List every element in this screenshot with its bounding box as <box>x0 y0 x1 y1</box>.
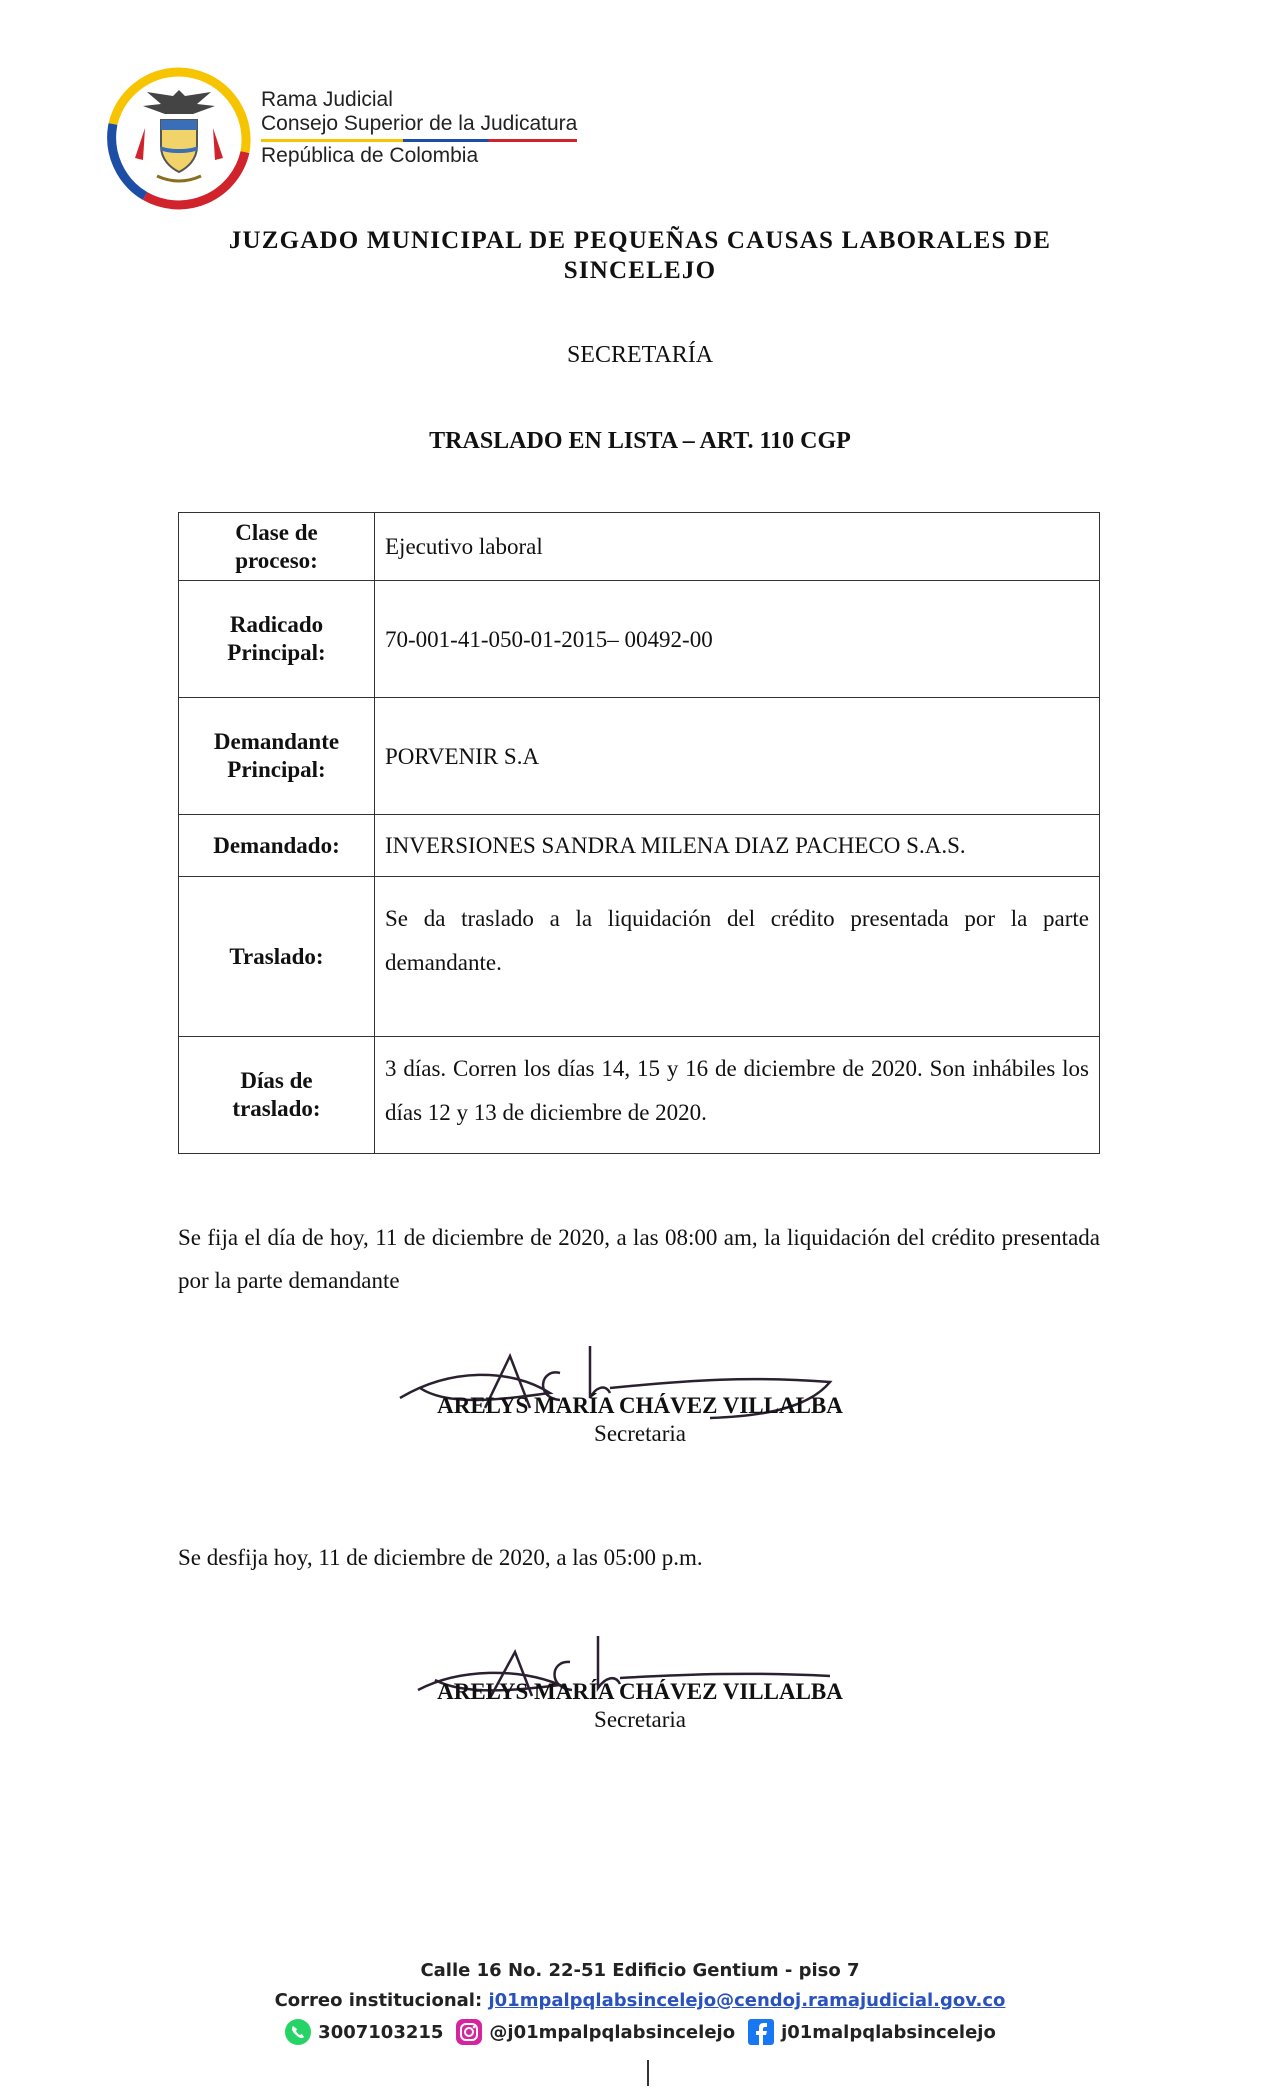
email-label: Correo institucional: <box>274 1990 483 2011</box>
table-row-radicado <box>179 581 1100 698</box>
instagram-handle: @j01mpalpqlabsincelejo <box>489 2021 736 2043</box>
label-line: traslado: <box>232 1096 321 1121</box>
social-row <box>200 2018 1080 2046</box>
brand-line-consejo: Consejo Superior de la Judicatura <box>261 112 578 135</box>
rama-judicial-seal-logo <box>105 66 253 214</box>
signer-name: ARELYS MARÍA CHÁVEZ VILLALBA <box>437 1393 843 1418</box>
label-line: Clase de <box>235 519 318 545</box>
case-info-table <box>178 512 1100 1154</box>
desfijacion-paragraph: Se desfija hoy, 11 de diciembre de 2020, a las 05:00 p.m. <box>178 1545 703 1570</box>
facebook-icon <box>747 2018 775 2046</box>
footer-email-row <box>200 1986 1080 2016</box>
row-value: INVERSIONES SANDRA MILENA DIAZ PACHECO S.A.S. <box>375 815 1100 877</box>
table-row-demandante <box>179 698 1100 815</box>
row-label <box>179 581 375 698</box>
instagram-contact[interactable] <box>455 2018 735 2046</box>
signature-block-1 <box>200 1392 1080 1448</box>
court-name-line2: SINCELEJO <box>563 257 717 284</box>
row-value: Ejecutivo laboral <box>375 513 1100 581</box>
table-row-clase <box>179 513 1100 581</box>
flag-rule <box>261 139 577 142</box>
brand-line-republica: República de Colombia <box>261 144 479 167</box>
table-row-dias <box>179 1037 1100 1154</box>
label-line: Principal: <box>227 640 326 665</box>
label-line: Demandado: <box>213 832 340 858</box>
brand-block <box>261 88 577 168</box>
row-label <box>179 513 375 581</box>
row-value: Se da traslado a la liquidación del crédito presentada por la parte demandante. <box>375 877 1100 1037</box>
court-name-line1: JUZGADO MUNICIPAL DE PEQUEÑAS CAUSAS LABORALES DE <box>228 227 1052 254</box>
footer-address: Calle 16 No. 22-51 Edificio Gentium - piso 7 <box>420 1960 860 1981</box>
document-title: TRASLADO EN LISTA – ART. 110 CGP <box>429 428 851 454</box>
label-line: Radicado <box>229 612 324 637</box>
whatsapp-number: 3007103215 <box>318 2021 444 2043</box>
signer-role: Secretaria <box>594 1707 686 1732</box>
label-line: Principal: <box>227 757 326 782</box>
label-line: Días de <box>240 1068 313 1093</box>
table-row-demandado <box>179 815 1100 877</box>
signature-block-2 <box>200 1678 1080 1734</box>
brand-line-rama: Rama Judicial <box>261 88 393 111</box>
table-row-traslado <box>179 877 1100 1037</box>
row-label <box>179 1037 375 1154</box>
footer <box>200 1956 1080 2046</box>
label-line: Demandante <box>213 729 340 754</box>
row-value: PORVENIR S.A <box>375 698 1100 815</box>
row-value: 3 días. Corren los días 14, 15 y 16 de diciembre de 2020. Son inhábiles los días 12 y 13 de diciembre de 2020. <box>375 1037 1100 1154</box>
facebook-handle: j01malpqlabsincelejo <box>781 2021 996 2043</box>
facebook-contact[interactable] <box>747 2018 996 2046</box>
court-name <box>200 226 1080 286</box>
row-label <box>179 877 375 1037</box>
text-cursor <box>647 2060 649 2086</box>
instagram-icon <box>455 2018 483 2046</box>
signer-name: ARELYS MARÍA CHÁVEZ VILLALBA <box>437 1679 843 1704</box>
label-line: proceso: <box>235 547 318 573</box>
whatsapp-icon <box>284 2018 312 2046</box>
row-value: 70-001-41-050-01-2015– 00492-00 <box>375 581 1100 698</box>
whatsapp-contact[interactable] <box>284 2018 443 2046</box>
section-heading: SECRETARÍA <box>566 342 714 368</box>
label-line: Traslado: <box>229 943 324 969</box>
signer-role: Secretaria <box>594 1421 686 1446</box>
row-label <box>179 815 375 877</box>
row-label <box>179 698 375 815</box>
fijacion-paragraph: Se fija el día de hoy, 11 de diciembre de 2020, a las 08:00 am, la liquidación del crédito presentada por la parte demandante <box>178 1225 1100 1293</box>
email-link[interactable]: j01mpalpqlabsincelejo@cendoj.ramajudicial.gov.co <box>488 1990 1006 2011</box>
